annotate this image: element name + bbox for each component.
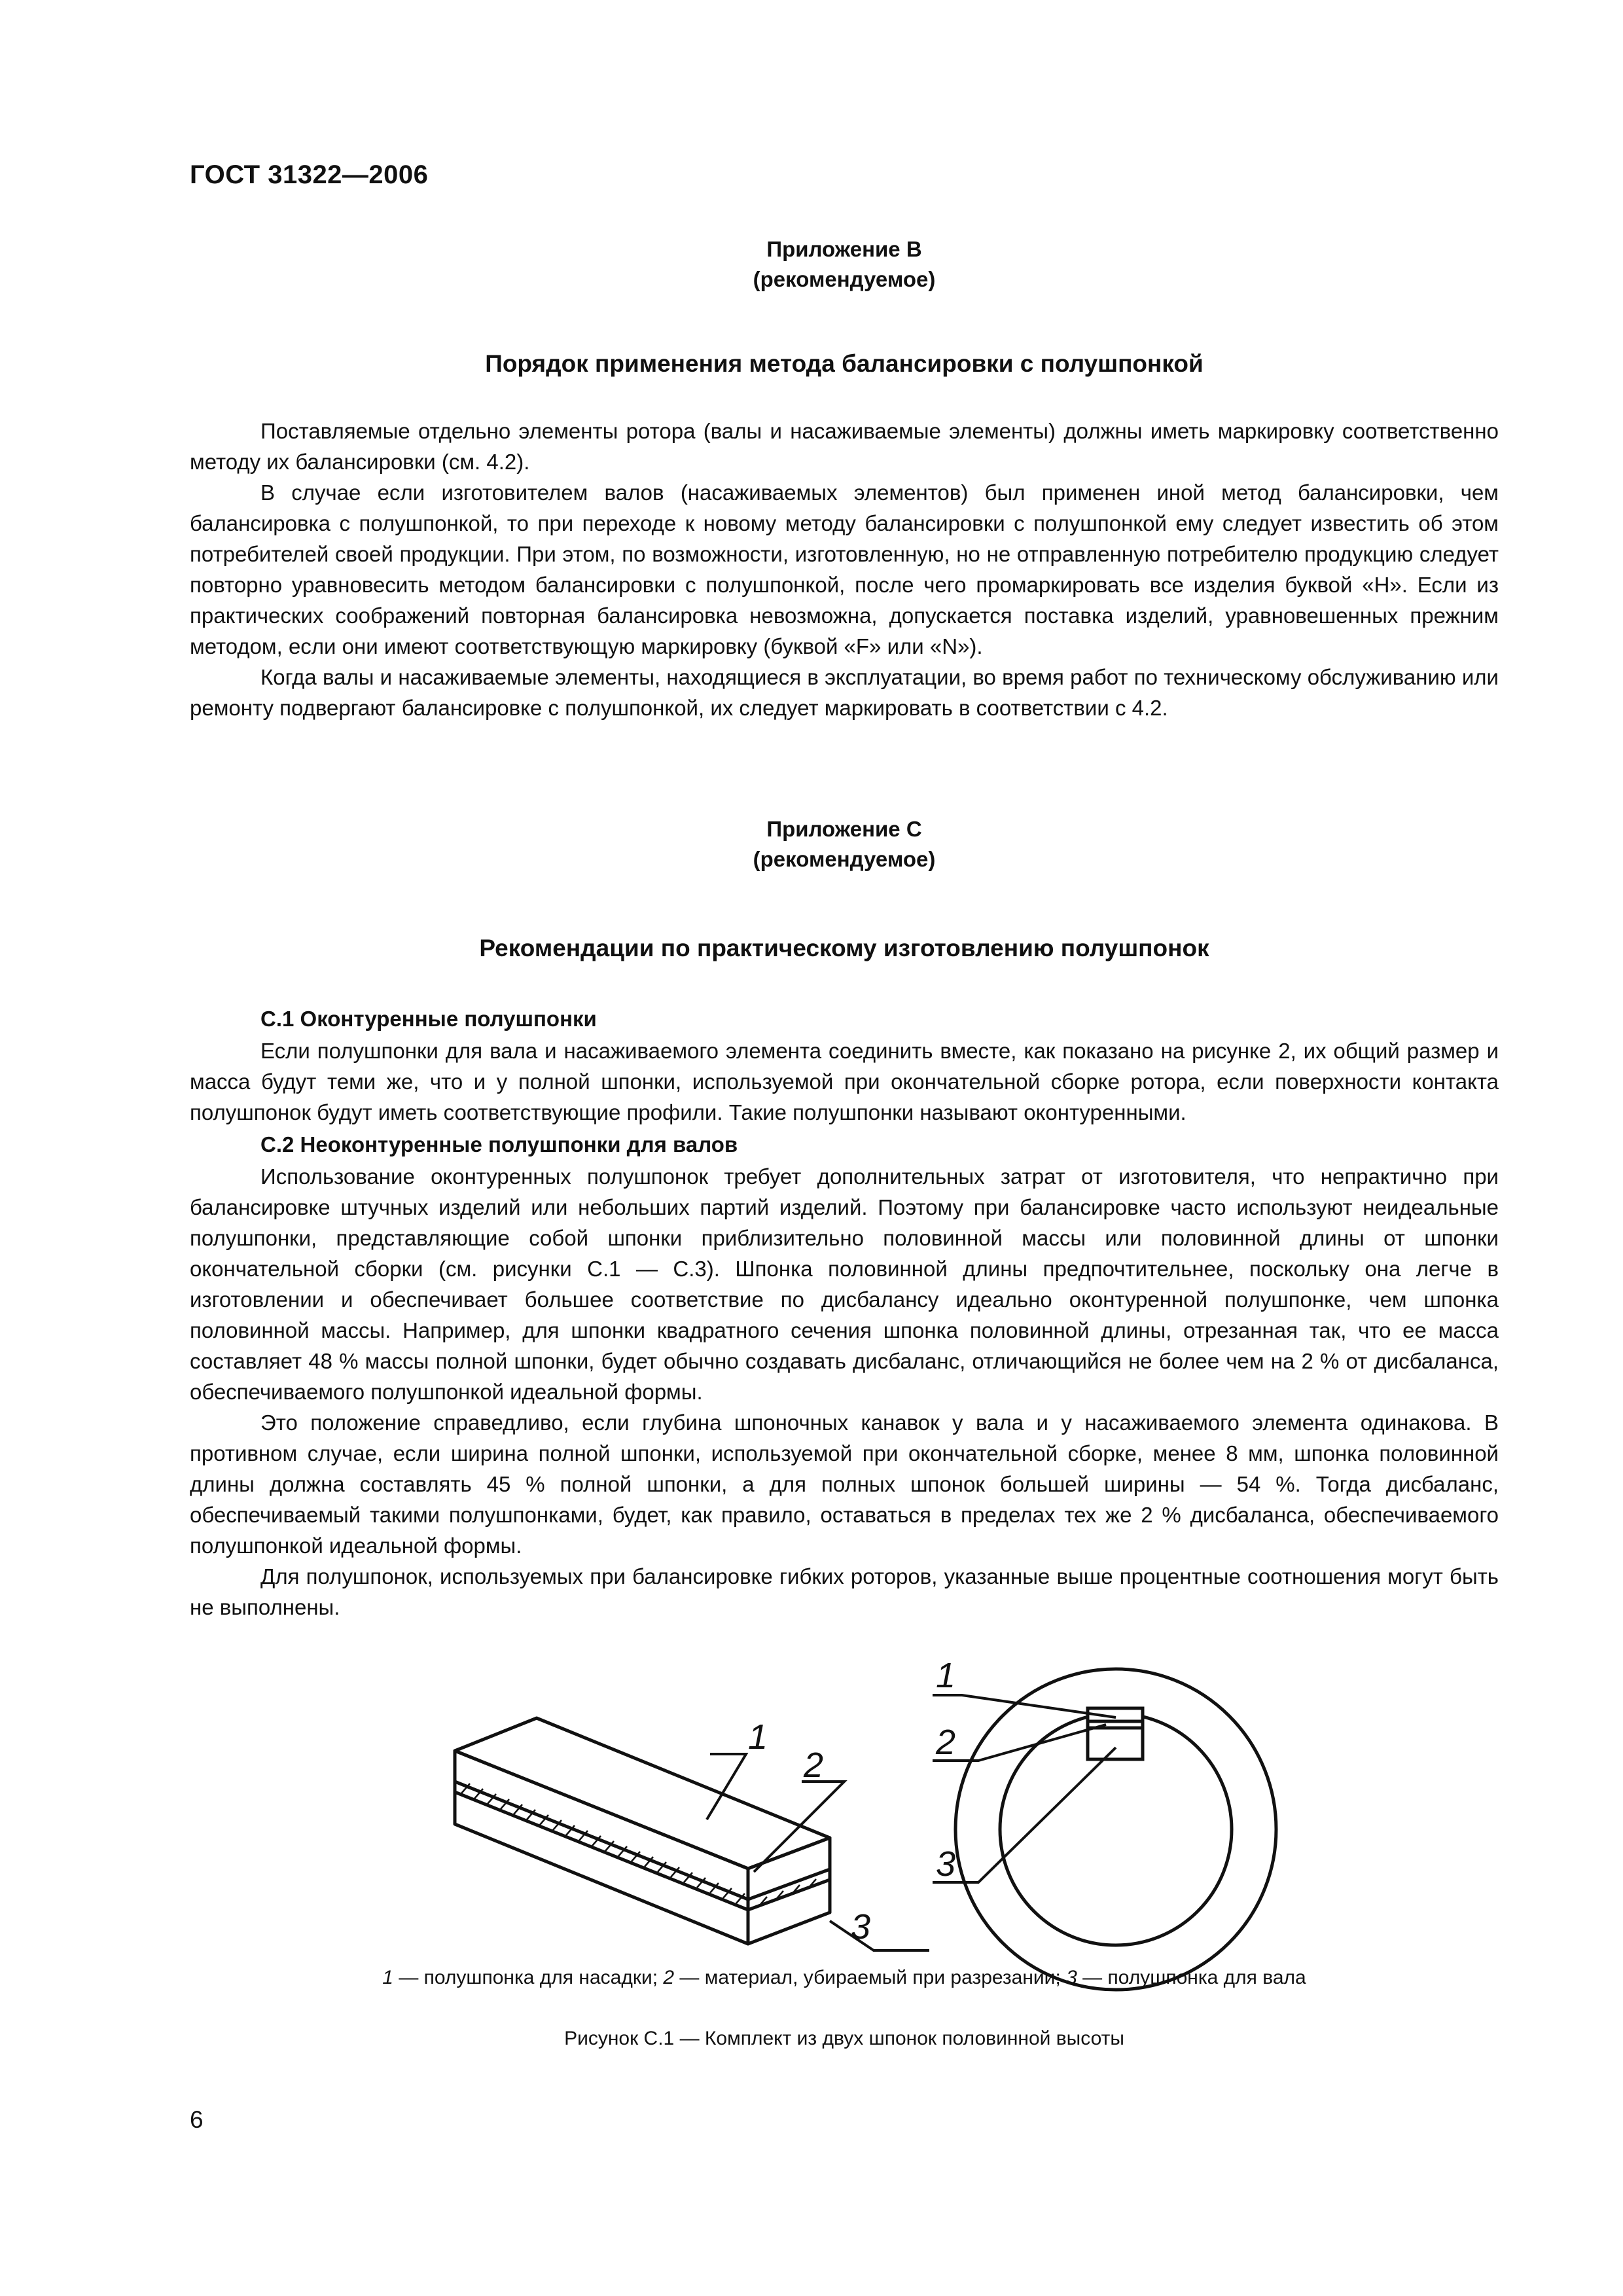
paragraph: Это положение справедливо, если глубина шпоночных канавок у вала и у насаживаемого элемента одинакова. В противном случае, если ширина полной шпонки, используемой при окончательной сборке, менее 8 мм, шпонка половинной длины должна составлять 45 % полной шпонки, а для полных шпонок большей ширины — 54 %. Тогда дисбаланс, обеспечиваемый такими полушпонками, будет, как правило, оставаться в пределах тех же 2 % дисбаланса, обеспечиваемого полушпонкой идеальной формы. [190,1410,1499,1558]
section-c1-heading: С.1 Оконтуренные полушпонки [260,1007,597,1031]
label-2-left: 2 [804,1746,824,1785]
document-code: ГОСТ 31322—2006 [190,160,429,189]
paragraph: Когда валы и насаживаемые элементы, находящиеся в эксплуатации, во время работ по техническому обслуживанию или ремонту подвергают балансировке с полушпонкой, их следует маркировать в соответствии с 4.2. [190,665,1499,720]
appendix-c-title: Рекомендации по практическому изготовлению полушпонок [479,935,1209,961]
label-3-right: 3 [936,1844,956,1884]
leader-line-3-left [830,1921,929,1950]
appendix-b-label: Приложение В [766,237,922,261]
paragraph: Для полушпонок, используемых при балансировке гибких роторов, указанные выше процентные соотношения могут быть не выполнены. [190,1564,1499,1619]
appendix-c-status: (рекомендуемое) [753,847,936,871]
label-3-left: 3 [851,1907,871,1946]
label-1-right: 1 [936,1656,956,1695]
appendix-b-title: Порядок применения метода балансировки с полушпонкой [485,350,1204,377]
half-keys-rect [1088,1708,1143,1759]
figure-caption: Рисунок С.1 — Комплект из двух шпонок половинной высоты [564,2028,1124,2049]
legend-text-3: — полушпонка для вала [1077,1967,1306,1988]
paragraph: Поставляемые отдельно элементы ротора (валы и насаживаемые элементы) должны иметь маркировку соответственно методу их балансировки (см. 4.2). [190,419,1499,474]
legend-num-1: 1 [382,1967,393,1988]
paragraph: Если полушпонки для вала и насаживаемого элемента соединить вместе, как показано на рисунке 2, их общий размер и масса будут теми же, что и у полной шпонки, используемой при окончательной сборке ротора, если поверхности контакта полушпонок будут иметь соответствующие профили. Такие полушпонки называют оконтуренными. [190,1039,1499,1124]
label-2-right: 2 [936,1723,956,1762]
appendix-c-label: Приложение С [766,817,922,841]
leader-line-2-right [933,1725,1106,1761]
legend-text-1: — полушпонка для насадки; [393,1967,664,1988]
paragraph: В случае если изготовителем валов (насаживаемых элементов) был применен иной метод балансировки, чем балансировка с полушпонкой, то при переходе к новому методу балансировки с полушпонкой ему следует известить об этом потребителей своей продукции. При этом, по возможности, изготовленную, но не отправленную потребителю продукцию следует повторно уравновесить методом балансировки с полушпонкой, после чего промаркировать все изделия буквой «Н». Если из практических соображений повторная балансировка невозможна, допускается поставка изделий, уравновешенных прежним методом, если они имеют соответствующую маркировку (буквой «F» или «N»). [190,480,1499,658]
appendix-b-status: (рекомендуемое) [753,267,936,291]
figure-legend [0,1967,1623,1989]
paragraph: Использование оконтуренных полушпонок требует дополнительных затрат от изготовителя, что непрактично при балансировке штучных изделий или небольших партий изделий. Поэтому при балансировке часто используют неидеальные полушпонки, представляющие собой шпонки приблизительно половинной массы или половинной длины от шпонки окончательной сборки (см. рисунки С.1 — С.3). Шпонка половинной длины предпочтительнее, поскольку она легче в изготовлении и обеспечивает большее соответствие по дисбалансу идеально оконтуренной полушпонке, чем шпонка половинной массы. Например, для шпонки квадратного сечения шпонка половинной длины, отрезанная так, что ее масса составляет 48 % массы полной шпонки, будет обычно создавать дисбаланс, отличающийся не более чем на 2 % от дисбаланса, обеспечиваемого полушпонкой идеальной формы. [190,1164,1499,1404]
legend-num-3: 3 [1066,1967,1077,1988]
legend-text-2: — материал, убираемый при разрезании; [674,1967,1067,1988]
legend-num-2: 2 [663,1967,675,1988]
label-1-left: 1 [748,1717,768,1757]
section-c2-heading: С.2 Неоконтуренные полушпонки для валов [260,1132,738,1157]
page-number: 6 [190,2106,204,2133]
